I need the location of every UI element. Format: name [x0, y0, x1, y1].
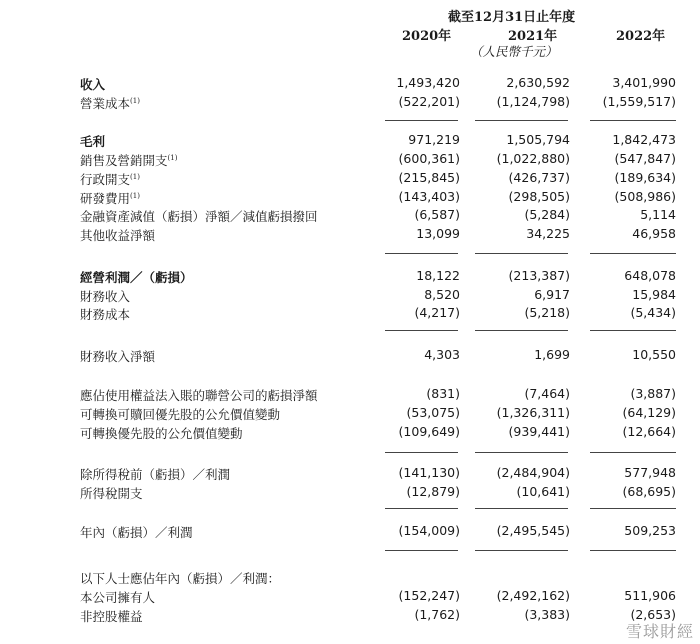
value-2020: (154,009) — [398, 523, 460, 538]
table-row — [0, 424, 700, 442]
value-2021: (5,218) — [524, 305, 570, 320]
row-label-text: 其他收益淨額 — [80, 228, 156, 243]
year-2021: 2021年 — [508, 29, 558, 44]
value-2020: (12,879) — [406, 484, 460, 499]
table-row — [0, 523, 700, 541]
table-row — [0, 170, 700, 188]
row-label-text: 可轉換可贖回優先股的公允價值變動 — [80, 407, 281, 422]
row-label-text: 收入 — [80, 77, 106, 92]
underline-rule — [590, 550, 676, 551]
row-label-text: 毛利 — [80, 134, 106, 149]
value-2022: 46,958 — [632, 226, 676, 241]
table-row — [0, 268, 700, 286]
value-2020: (215,845) — [398, 170, 460, 185]
value-2021: (2,492,162) — [496, 588, 570, 603]
table-row — [0, 405, 700, 423]
row-label — [80, 569, 280, 587]
value-2021: (298,505) — [508, 189, 570, 204]
value-2022: 509,253 — [624, 523, 676, 538]
value-2022: 1,842,473 — [612, 132, 676, 147]
value-2022: 15,984 — [632, 287, 676, 302]
row-label — [80, 588, 155, 606]
value-2021: (1,124,798) — [496, 94, 570, 109]
underline-rule — [590, 253, 676, 254]
row-label — [80, 347, 155, 365]
value-2021: (7,464) — [524, 386, 570, 401]
row-label-text: 本公司擁有人 — [80, 590, 156, 605]
table-row — [0, 94, 700, 112]
table-row — [0, 465, 700, 483]
value-2020: (522,201) — [398, 94, 460, 109]
underline-rule — [475, 452, 568, 453]
underline-rule — [475, 550, 568, 551]
table-row — [0, 189, 700, 207]
row-label — [80, 386, 318, 404]
value-2022: 577,948 — [624, 465, 676, 480]
value-2021: (2,484,904) — [496, 465, 570, 480]
value-2022: (5,434) — [630, 305, 676, 320]
value-2021: 1,505,794 — [506, 132, 570, 147]
row-label-text: 金融資產減值（虧損）淨額／減值虧損撥回 — [80, 209, 318, 224]
value-2021: 1,699 — [534, 347, 570, 362]
row-label-text: 銷售及營銷開支 — [80, 153, 168, 168]
row-label-text: 應佔使用權益法入賬的聯營公司的虧損淨額 — [80, 388, 318, 403]
value-2022: (3,887) — [630, 386, 676, 401]
value-2022: (2,653) — [630, 607, 676, 622]
value-2020: (600,361) — [398, 151, 460, 166]
row-label — [80, 305, 130, 323]
value-2022: (508,986) — [614, 189, 676, 204]
row-label-text: 可轉換優先股的公允價值變動 — [80, 426, 243, 441]
underline-rule — [385, 330, 458, 331]
row-label-text: 經營利潤／（虧損） — [80, 270, 193, 285]
row-label-text: 年內（虧損）／利潤 — [80, 525, 193, 540]
underline-rule — [475, 508, 568, 509]
row-label-text: 研發費用 — [80, 191, 131, 206]
underline-rule — [590, 508, 676, 509]
table-row — [0, 207, 700, 225]
table-row — [0, 588, 700, 606]
value-2021: (426,737) — [508, 170, 570, 185]
row-label — [80, 151, 177, 169]
value-2022: (64,129) — [622, 405, 676, 420]
row-label-text: 非控股權益 — [80, 609, 143, 624]
value-2022: (12,664) — [622, 424, 676, 439]
row-label — [80, 287, 130, 305]
row-label-text: 財務收入 — [80, 289, 131, 304]
value-2021: (1,326,311) — [496, 405, 570, 420]
value-2021: (2,495,545) — [496, 523, 570, 538]
row-label-text: 除所得稅前（虧損）／利潤 — [80, 467, 231, 482]
value-2020: 971,219 — [408, 132, 460, 147]
value-2022: 5,114 — [640, 207, 676, 222]
row-label — [80, 94, 140, 112]
table-row — [0, 226, 700, 244]
value-2020: (6,587) — [414, 207, 460, 222]
value-2021: (939,441) — [508, 424, 570, 439]
footnote-marker: (1) — [130, 191, 140, 200]
row-label — [80, 523, 193, 541]
value-2020: 18,122 — [416, 268, 460, 283]
value-2022: 648,078 — [624, 268, 676, 283]
year-2020: 2020年 — [402, 29, 452, 44]
footnote-marker: (1) — [130, 172, 140, 181]
table-row — [0, 75, 700, 93]
value-2020: (109,649) — [398, 424, 460, 439]
row-label-text: 財務成本 — [80, 307, 131, 322]
footnote-marker: (1) — [130, 96, 140, 105]
value-2020: (141,130) — [398, 465, 460, 480]
value-2022: (189,634) — [614, 170, 676, 185]
row-label — [80, 607, 143, 625]
row-label-text: 以下人士應佔年內（虧損）／利潤： — [80, 571, 281, 586]
underline-rule — [590, 330, 676, 331]
value-2020: (152,247) — [398, 588, 460, 603]
table-row — [0, 569, 700, 587]
underline-rule — [385, 452, 458, 453]
underline-rule — [385, 253, 458, 254]
value-2021: (1,022,880) — [496, 151, 570, 166]
value-2020: 1,493,420 — [396, 75, 460, 90]
value-2021: 6,917 — [534, 287, 570, 302]
value-2020: (1,762) — [414, 607, 460, 622]
table-row — [0, 132, 700, 150]
underline-rule — [385, 508, 458, 509]
underline-rule — [475, 120, 568, 121]
value-2021: (3,383) — [524, 607, 570, 622]
value-2020: (831) — [426, 386, 460, 401]
underline-rule — [590, 452, 676, 453]
row-label — [80, 484, 143, 502]
year-2022: 2022年 — [616, 29, 666, 44]
table-row — [0, 287, 700, 305]
table-row — [0, 305, 700, 323]
underline-rule — [590, 120, 676, 121]
value-2022: (68,695) — [622, 484, 676, 499]
value-2020: (4,217) — [414, 305, 460, 320]
underline-rule — [385, 550, 458, 551]
watermark: 雪球財經 — [625, 622, 694, 641]
underline-rule — [475, 330, 568, 331]
row-label — [80, 170, 140, 188]
value-2021: (5,284) — [524, 207, 570, 222]
table-row — [0, 151, 700, 169]
underline-rule — [475, 253, 568, 254]
row-label — [80, 132, 105, 150]
row-label — [80, 405, 280, 423]
row-label — [80, 75, 105, 93]
table-row — [0, 347, 700, 365]
value-2022: 10,550 — [632, 347, 676, 362]
row-label — [80, 226, 155, 244]
row-label — [80, 268, 193, 286]
value-2021: 2,630,592 — [506, 75, 570, 90]
row-label — [80, 189, 140, 207]
value-2022: (547,847) — [614, 151, 676, 166]
underline-rule — [385, 120, 458, 121]
value-2020: (143,403) — [398, 189, 460, 204]
value-2021: (213,387) — [508, 268, 570, 283]
table-row — [0, 484, 700, 502]
value-2022: 511,906 — [624, 588, 676, 603]
period-title: 截至12月31日止年度 — [448, 10, 576, 25]
value-2020: 4,303 — [424, 347, 460, 362]
row-label-text: 營業成本 — [80, 96, 131, 111]
value-2021: 34,225 — [526, 226, 570, 241]
value-2020: 8,520 — [424, 287, 460, 302]
row-label-text: 所得稅開支 — [80, 486, 143, 501]
value-2022: (1,559,517) — [602, 94, 676, 109]
row-label — [80, 465, 230, 483]
table-row — [0, 386, 700, 404]
row-label-text: 行政開支 — [80, 172, 131, 187]
currency-unit: （人民幣千元） — [470, 44, 558, 59]
row-label-text: 財務收入淨額 — [80, 349, 156, 364]
row-label — [80, 207, 318, 225]
table-row — [0, 607, 700, 625]
value-2021: (10,641) — [516, 484, 570, 499]
footnote-marker: (1) — [167, 153, 178, 162]
value-2022: 3,401,990 — [612, 75, 676, 90]
row-label — [80, 424, 243, 442]
value-2020: 13,099 — [416, 226, 460, 241]
value-2020: (53,075) — [406, 405, 460, 420]
